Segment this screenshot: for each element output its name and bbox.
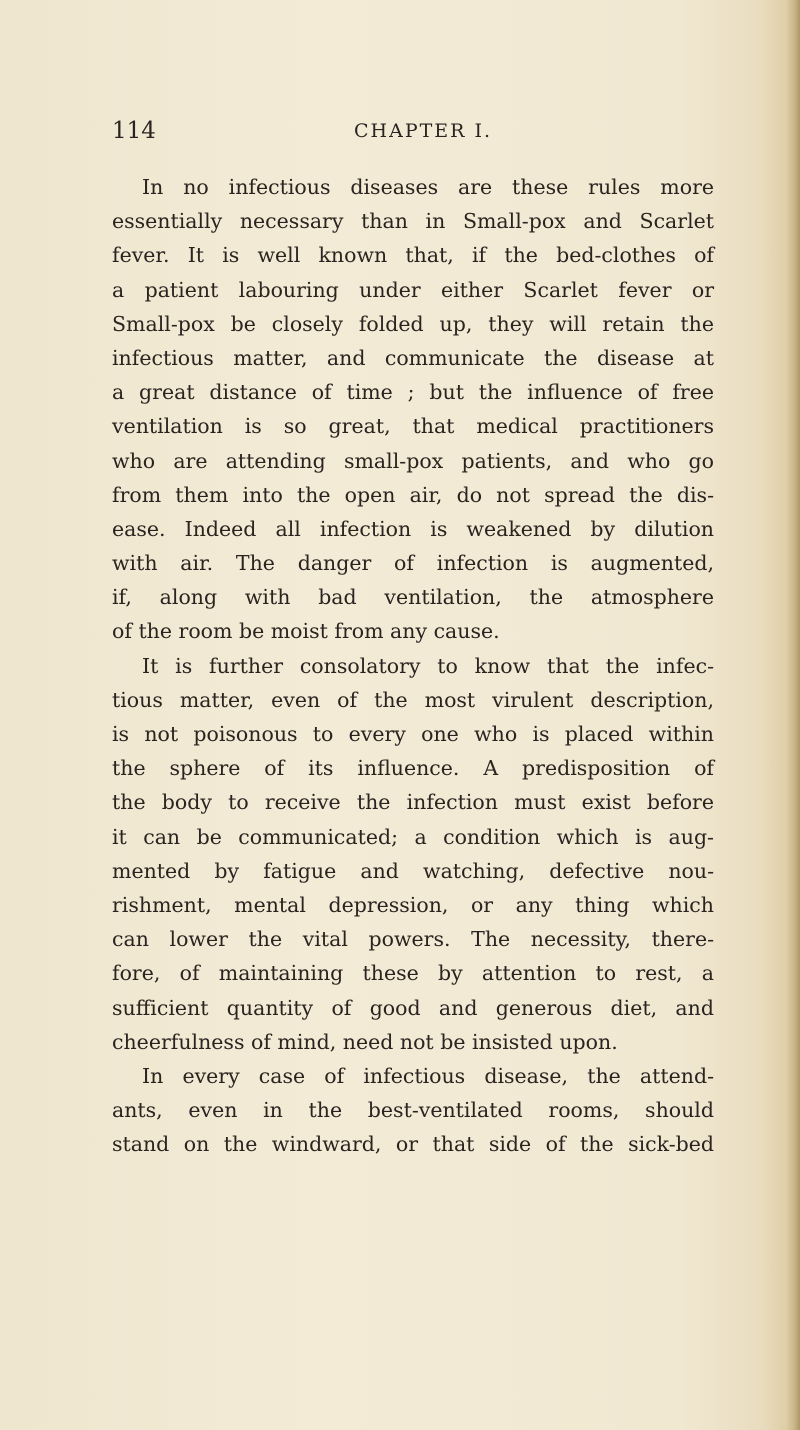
text-line: rishment, mental depression, or any thing which	[112, 892, 714, 917]
text-line: a patient labouring under either Scarlet fever or	[112, 277, 714, 302]
page-header	[112, 118, 712, 148]
text-line: In no infectious diseases are these rules more	[142, 175, 714, 199]
text-line: It is further consolatory to know that the infec-	[142, 653, 714, 678]
text-line: is not poisonous to every one who is placed within	[112, 722, 714, 746]
running-head: CHAPTER I.	[354, 120, 493, 142]
text-line: cheerfulness of mind, need not be insisted upon.	[112, 1029, 618, 1054]
page-edge-shadow	[786, 0, 800, 1430]
body-text	[112, 170, 714, 1161]
page-number: 114	[112, 118, 156, 144]
text-line: Small-pox be closely folded up, they will retain the	[112, 311, 714, 336]
text-line: the body to receive the infection must exist before	[112, 790, 714, 815]
text-line: ease. Indeed all infection is weakened by dilution	[112, 516, 714, 541]
text-line: stand on the windward, or that side of the sick-bed	[112, 1132, 714, 1157]
text-line: if, along with bad ventilation, the atmosphere	[112, 585, 714, 610]
text-line: tious matter, even of the most virulent description,	[112, 687, 714, 712]
text-line: of the room be moist from any cause.	[112, 619, 500, 644]
text-line: mented by fatigue and watching, defective nou-	[112, 858, 714, 883]
text-line: who are attending small-pox patients, and who go	[112, 448, 714, 473]
text-line: ventilation is so great, that medical practitioners	[112, 414, 714, 439]
text-line: fever. It is well known that, if the bed-clothes of	[112, 243, 714, 268]
text-line: can lower the vital powers. The necessity, there-	[112, 927, 714, 952]
text-line: from them into the open air, do not spread the dis-	[112, 482, 714, 507]
text-line: it can be communicated; a condition which is aug-	[112, 824, 714, 849]
paragraph	[112, 649, 714, 1059]
text-line: fore, of maintaining these by attention to rest, a	[112, 961, 714, 986]
text-line: essentially necessary than in Small-pox and Scarlet	[112, 209, 714, 234]
text-line: sufficient quantity of good and generous diet, and	[112, 995, 714, 1020]
text-line: the sphere of its influence. A predisposition of	[112, 756, 714, 781]
text-line: with air. The danger of infection is augmented,	[112, 551, 714, 576]
text-line: infectious matter, and communicate the disease at	[112, 345, 714, 370]
paragraph	[112, 1059, 714, 1162]
paragraph	[112, 170, 714, 649]
text-line: In every case of infectious disease, the attend-	[142, 1063, 714, 1088]
text-line: a great distance of time ; but the influence of free	[112, 380, 714, 405]
text-line: ants, even in the best-ventilated rooms, should	[112, 1098, 714, 1123]
